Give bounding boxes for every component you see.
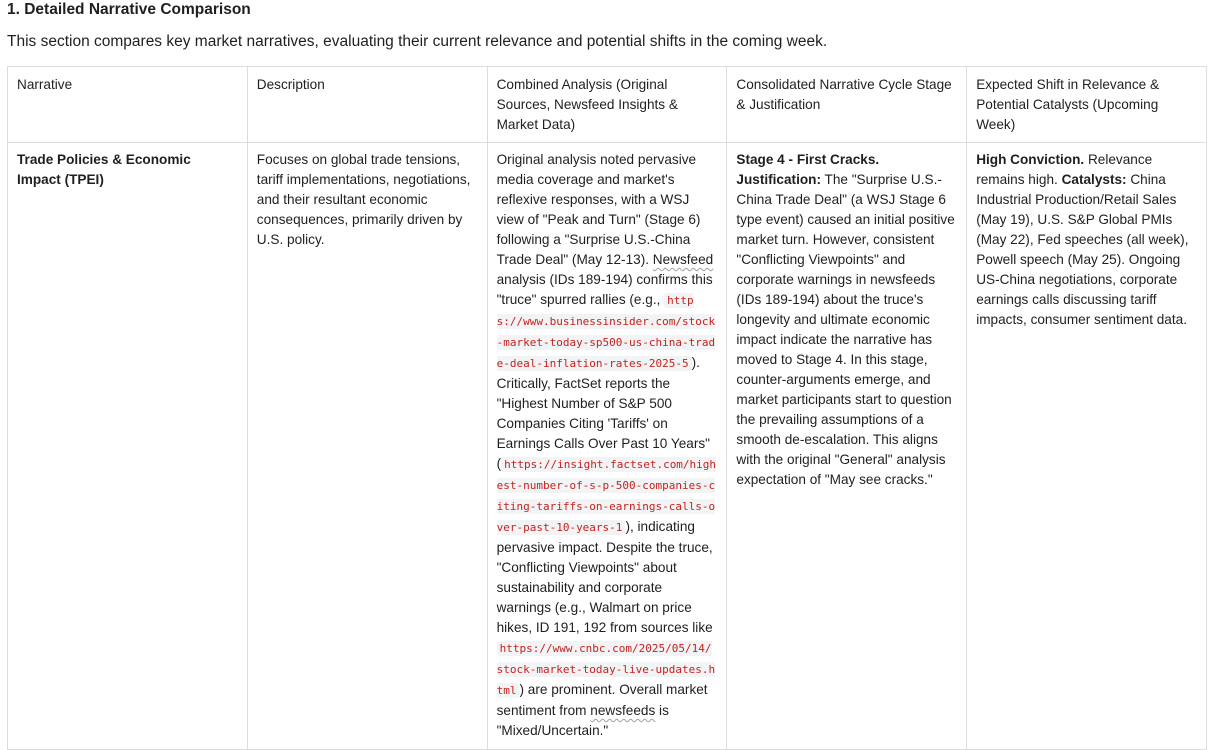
header-cycle-stage: Consolidated Narrative Cycle Stage & Justification — [727, 67, 967, 143]
header-narrative: Narrative — [8, 67, 248, 143]
analysis-text-6: is "Mixed/Uncertain." — [496, 703, 669, 738]
table-row — [8, 143, 1207, 750]
cell-cycle-stage — [727, 143, 967, 750]
section-heading: 1. Detailed Narrative Comparison — [7, 1, 251, 18]
narrative-table — [7, 66, 1207, 750]
analysis-text-5: ) are prominent. Overall market sentiment from — [496, 682, 708, 718]
analysis-text-2: analysis (IDs 189-194) confirms this "truce" spurred rallies (e.g., — [496, 272, 713, 307]
stage-label: Stage 4 - First Cracks. Justification: — [736, 152, 880, 187]
factset-url[interactable]: https://insight.factset.com/highest-number-of-s-p-500-companies-citing-tariffs-on-earnings-calls-over-past-10-years-1 — [496, 458, 717, 534]
relevance-text: Relevance remains high. — [976, 152, 1153, 187]
header-expected-shift: Expected Shift in Relevance & Potential Catalysts (Upcoming Week) — [967, 67, 1207, 143]
businessinsider-url[interactable]: https://www.businessinsider.com/stock-market-today-sp500-us-china-trade-deal-inflation-rates-2025-5 — [496, 294, 716, 370]
stage-justification: The "Surprise U.S.-China Trade Deal" (a WSJ Stage 6 type event) caused an initial positive market turn. However, consistent "Conflicting Viewpoints" and corporate warnings in newsfeeds (IDs 189-194) about the truce's longevity and ultimate economic impact indicate the narrative has moved to Stage 4. In this stage, counter-arguments emerge, and market participants start to question the prevailing assumptions of a smooth de-escalation. This aligns with the original "General" analysis expectation of "May see cracks." — [736, 172, 955, 487]
analysis-text-1: Original analysis noted pervasive media coverage and market's reflexive responses, with a WSJ view of "Peak and Turn" (Stage 6) following a "Surprise U.S.-China Trade Deal" (May 12-13). — [496, 152, 701, 267]
catalysts-text: China Industrial Production/Retail Sales (May 19), U.S. S&P Global PMIs (May 22), Fed speeches (all week), Powell speech (May 25). Ongoing US-China negotiations, corporate earnings calls discussing tariff impacts, consumer sentiment data. — [976, 172, 1189, 327]
header-combined-analysis: Combined Analysis (Original Sources, Newsfeed Insights & Market Data) — [487, 67, 727, 143]
header-description: Description — [247, 67, 487, 143]
analysis-flagged-word-1: Newsfeed — [652, 252, 714, 267]
table-header-row — [8, 67, 1207, 143]
analysis-text-3: ). Critically, FactSet reports the "Highest Number of S&P 500 Companies Citing 'Tariffs' on Earnings Calls Over Past 10 Years" ( — [496, 355, 710, 471]
cell-combined-analysis — [487, 143, 727, 750]
analysis-flagged-word-2: newsfeeds — [590, 703, 656, 718]
conviction-label: High Conviction. — [976, 152, 1085, 167]
narrative-name: Trade Policies & Economic Impact (TPEI) — [17, 152, 191, 187]
cell-narrative — [8, 143, 248, 750]
cell-description: Focuses on global trade tensions, tariff implementations, negotiations, and their resultant economic consequences, primarily driven by U.S. policy. — [247, 143, 487, 750]
cnbc-url[interactable]: https://www.cnbc.com/2025/05/14/stock-market-today-live-updates.html — [496, 642, 716, 697]
catalysts-label: Catalysts: — [1061, 172, 1127, 187]
section-intro: This section compares key market narratives, evaluating their current relevance and potential shifts in the coming week. — [7, 33, 828, 50]
cell-expected-shift — [967, 143, 1207, 750]
analysis-text-4: ), indicating pervasive impact. Despite the truce, "Conflicting Viewpoints" about sustainability and corporate warnings (e.g., Walmart on price hikes, ID 191, 192 from sources like — [496, 519, 713, 635]
